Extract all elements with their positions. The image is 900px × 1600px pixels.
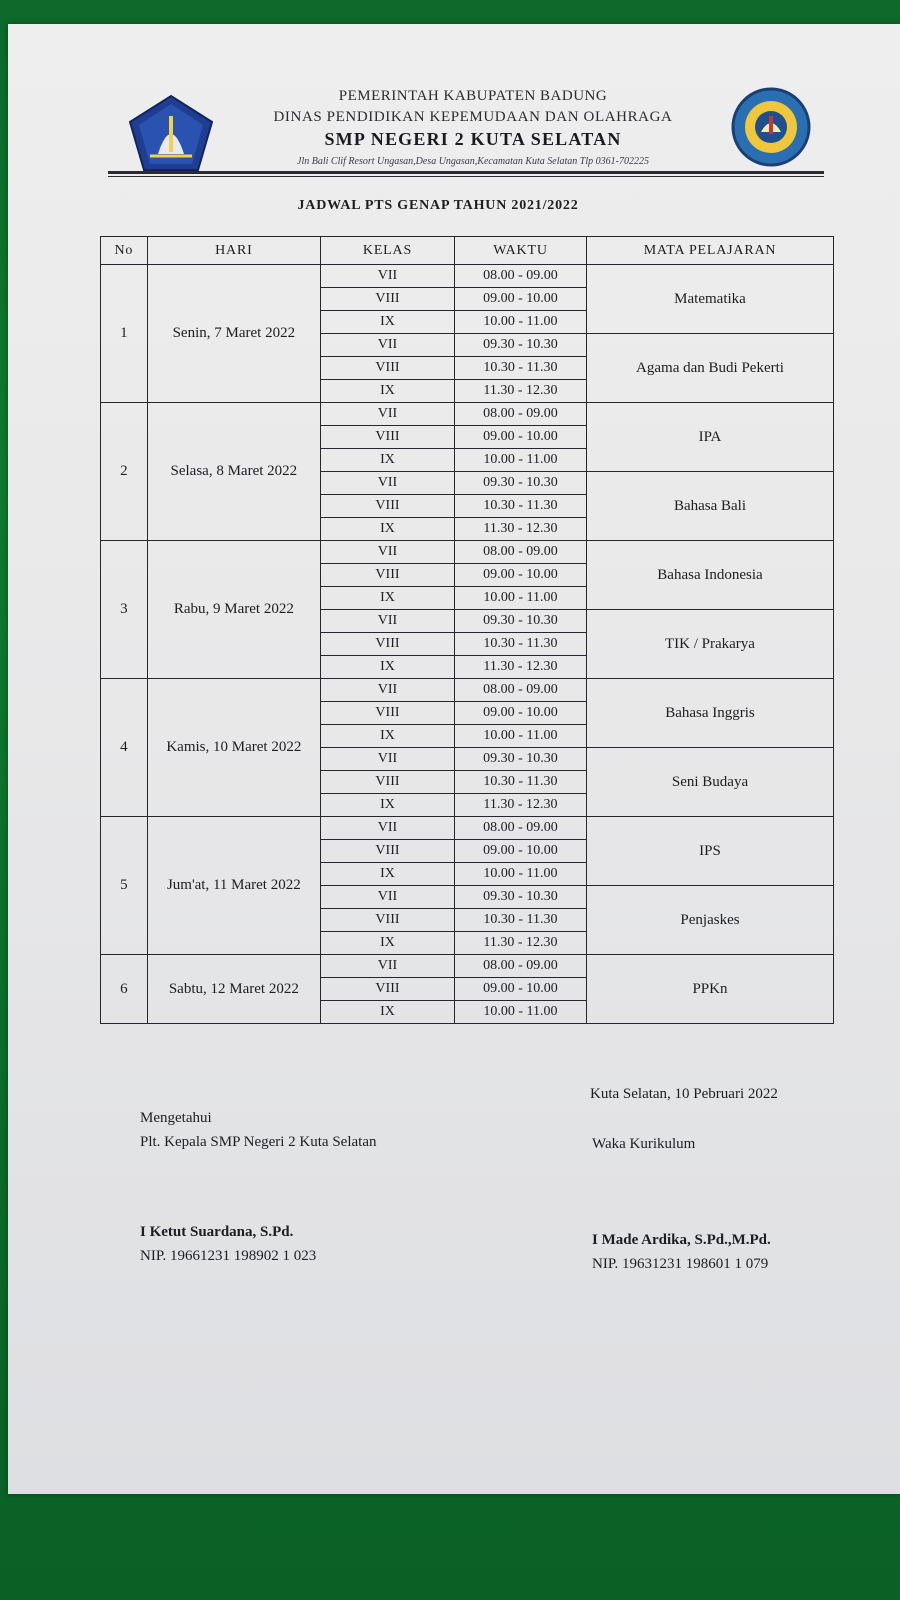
class-cell: IX (321, 449, 455, 472)
day-number: 4 (101, 679, 148, 817)
subject-cell: IPS (586, 817, 833, 886)
class-cell: VIII (321, 564, 455, 587)
subject-cell: TIK / Prakarya (586, 610, 833, 679)
time-cell: 09.00 - 10.00 (454, 702, 586, 725)
class-cell: IX (321, 932, 455, 955)
class-cell: VII (321, 403, 455, 426)
class-cell: IX (321, 518, 455, 541)
time-cell: 10.30 - 11.30 (454, 909, 586, 932)
class-cell: IX (321, 380, 455, 403)
principal-name: I Ketut Suardana, S.Pd. (140, 1224, 294, 1240)
class-cell: IX (321, 725, 455, 748)
day-date: Kamis, 10 Maret 2022 (147, 679, 320, 817)
header-department: DINAS PENDIDIKAN KEPEMUDAAN DAN OLAHRAGA (273, 109, 673, 125)
class-cell: VII (321, 817, 455, 840)
header-hari: HARI (147, 237, 320, 265)
day-date: Sabtu, 12 Maret 2022 (147, 955, 320, 1024)
schedule-body (101, 265, 834, 1024)
schedule-table (100, 236, 834, 1024)
curriculum-name: I Made Ardika, S.Pd.,M.Pd. (592, 1232, 771, 1248)
time-cell: 09.30 - 10.30 (454, 472, 586, 495)
class-cell: VIII (321, 978, 455, 1001)
time-cell: 11.30 - 12.30 (454, 380, 586, 403)
subject-cell: PPKn (586, 955, 833, 1024)
header-divider-thin (108, 176, 824, 177)
time-cell: 09.00 - 10.00 (454, 978, 586, 1001)
header-government: PEMERINTAH KABUPATEN BADUNG (338, 88, 608, 104)
time-cell: 10.00 - 11.00 (454, 587, 586, 610)
table-row (101, 679, 834, 702)
table-row (101, 541, 834, 564)
class-cell: IX (321, 1001, 455, 1024)
subject-cell: Seni Budaya (586, 748, 833, 817)
table-row (101, 265, 834, 288)
signing-place-date: Kuta Selatan, 10 Pebruari 2022 (590, 1086, 778, 1102)
school-emblem-icon (726, 86, 816, 168)
class-cell: VII (321, 610, 455, 633)
class-cell: VII (321, 679, 455, 702)
table-row (101, 817, 834, 840)
day-date: Rabu, 9 Maret 2022 (147, 541, 320, 679)
time-cell: 10.30 - 11.30 (454, 771, 586, 794)
day-date: Selasa, 8 Maret 2022 (147, 403, 320, 541)
header-no: No (101, 237, 148, 265)
day-number: 1 (101, 265, 148, 403)
time-cell: 09.00 - 10.00 (454, 288, 586, 311)
principal-title: Plt. Kepala SMP Negeri 2 Kuta Selatan (140, 1134, 377, 1150)
time-cell: 09.00 - 10.00 (454, 840, 586, 863)
badung-regency-emblem-icon (128, 94, 214, 172)
time-cell: 11.30 - 12.30 (454, 794, 586, 817)
time-cell: 09.00 - 10.00 (454, 426, 586, 449)
time-cell: 09.30 - 10.30 (454, 334, 586, 357)
subject-cell: Penjaskes (586, 886, 833, 955)
class-cell: VIII (321, 633, 455, 656)
class-cell: VII (321, 955, 455, 978)
header-school-name: SMP NEGERI 2 KUTA SELATAN (324, 129, 622, 149)
header-waktu: WAKTU (454, 237, 586, 265)
class-cell: VII (321, 748, 455, 771)
class-cell: VII (321, 334, 455, 357)
class-cell: VII (321, 472, 455, 495)
header-divider (108, 171, 824, 174)
time-cell: 09.30 - 10.30 (454, 748, 586, 771)
header-kelas: KELAS (321, 237, 455, 265)
table-header-row (101, 237, 834, 265)
class-cell: IX (321, 863, 455, 886)
class-cell: VII (321, 886, 455, 909)
class-cell: VII (321, 541, 455, 564)
class-cell: VIII (321, 840, 455, 863)
class-cell: VIII (321, 357, 455, 380)
document-paper (8, 24, 900, 1494)
time-cell: 10.00 - 11.00 (454, 1001, 586, 1024)
curriculum-nip: NIP. 19631231 198601 1 079 (592, 1256, 769, 1272)
time-cell: 09.30 - 10.30 (454, 886, 586, 909)
time-cell: 10.00 - 11.00 (454, 311, 586, 334)
time-cell: 10.00 - 11.00 (454, 725, 586, 748)
day-number: 3 (101, 541, 148, 679)
subject-cell: IPA (586, 403, 833, 472)
class-cell: IX (321, 794, 455, 817)
subject-cell: Bahasa Bali (586, 472, 833, 541)
document-title: JADWAL PTS GENAP TAHUN 2021/2022 (297, 198, 579, 213)
subject-cell: Bahasa Inggris (586, 679, 833, 748)
time-cell: 08.00 - 09.00 (454, 955, 586, 978)
time-cell: 08.00 - 09.00 (454, 817, 586, 840)
class-cell: IX (321, 311, 455, 334)
class-cell: VIII (321, 426, 455, 449)
time-cell: 11.30 - 12.30 (454, 656, 586, 679)
curriculum-title: Waka Kurikulum (592, 1136, 696, 1152)
class-cell: VII (321, 265, 455, 288)
time-cell: 11.30 - 12.30 (454, 932, 586, 955)
day-number: 2 (101, 403, 148, 541)
principal-nip: NIP. 19661231 198902 1 023 (140, 1248, 317, 1264)
subject-cell: Bahasa Indonesia (586, 541, 833, 610)
time-cell: 10.00 - 11.00 (454, 449, 586, 472)
class-cell: VIII (321, 288, 455, 311)
subject-cell: Agama dan Budi Pekerti (586, 334, 833, 403)
time-cell: 10.30 - 11.30 (454, 633, 586, 656)
time-cell: 10.00 - 11.00 (454, 863, 586, 886)
header-address: Jln Bali Clif Resort Ungasan,Desa Ungasan,Kecamatan Kuta Selatan Tlp 0361-702225 (297, 156, 649, 167)
subject-cell: Matematika (586, 265, 833, 334)
class-cell: IX (321, 587, 455, 610)
class-cell: VIII (321, 771, 455, 794)
day-date: Senin, 7 Maret 2022 (147, 265, 320, 403)
table-row (101, 955, 834, 978)
class-cell: VIII (321, 495, 455, 518)
acknowledged-label: Mengetahui (140, 1110, 212, 1126)
day-number: 6 (101, 955, 148, 1024)
class-cell: VIII (321, 702, 455, 725)
class-cell: IX (321, 656, 455, 679)
time-cell: 08.00 - 09.00 (454, 679, 586, 702)
day-number: 5 (101, 817, 148, 955)
time-cell: 08.00 - 09.00 (454, 403, 586, 426)
time-cell: 09.30 - 10.30 (454, 610, 586, 633)
time-cell: 10.30 - 11.30 (454, 495, 586, 518)
class-cell: VIII (321, 909, 455, 932)
day-date: Jum'at, 11 Maret 2022 (147, 817, 320, 955)
time-cell: 08.00 - 09.00 (454, 265, 586, 288)
time-cell: 10.30 - 11.30 (454, 357, 586, 380)
time-cell: 08.00 - 09.00 (454, 541, 586, 564)
time-cell: 11.30 - 12.30 (454, 518, 586, 541)
time-cell: 09.00 - 10.00 (454, 564, 586, 587)
header-mata-pelajaran: MATA PELAJARAN (586, 237, 833, 265)
table-row (101, 403, 834, 426)
